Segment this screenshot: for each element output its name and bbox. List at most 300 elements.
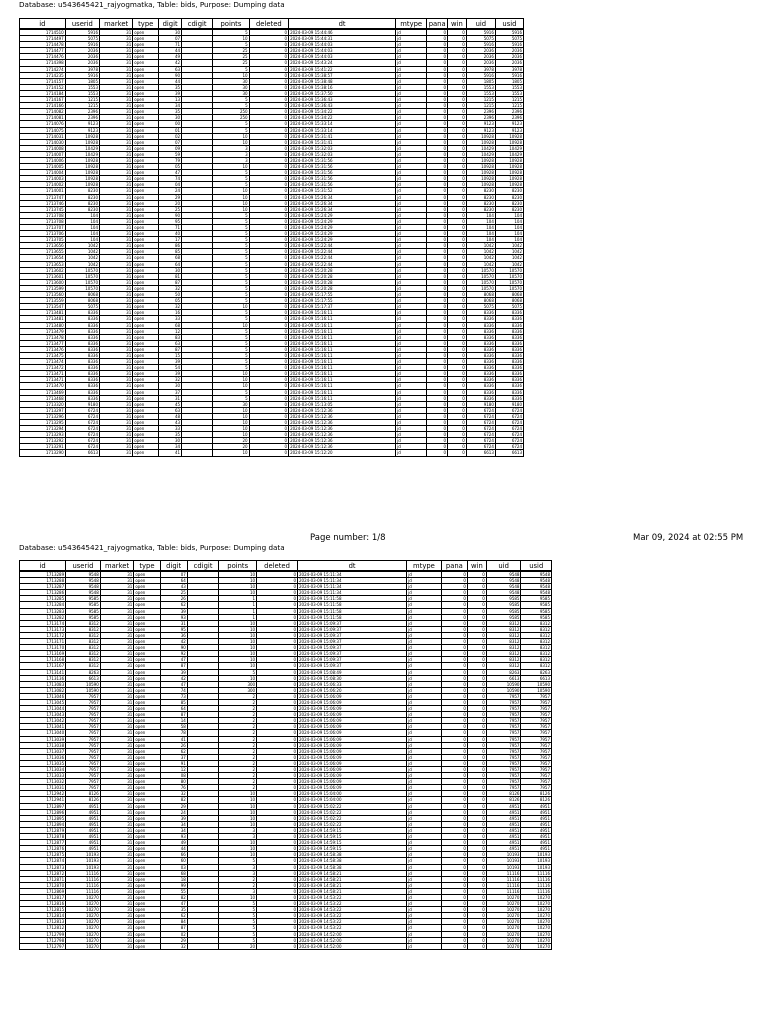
cell-market: 31 (100, 937, 134, 943)
cell-id: 1713045 (20, 699, 66, 705)
cell-digit: 24 (159, 188, 182, 194)
cell-win: 0 (448, 151, 467, 157)
cell-id: 1713654 (20, 255, 66, 261)
cell-userid: 10928 (65, 139, 99, 145)
cell-win: 0 (467, 712, 486, 718)
cell-digit: 14 (160, 718, 187, 724)
cell-id: 1713471 (20, 377, 66, 383)
cell-userid: 6724 (65, 438, 99, 444)
cell-pana: 0 (441, 675, 467, 681)
cell-pana: 0 (441, 693, 467, 699)
cell-id: 1713471 (20, 371, 66, 377)
cell-userid: 8312 (66, 651, 101, 657)
cell-pana: 0 (427, 407, 448, 413)
cell-deleted: 0 (249, 66, 288, 72)
cell-points: 20 (213, 438, 249, 444)
cell-type: open (133, 292, 159, 298)
cell-deleted: 0 (249, 383, 288, 389)
cell-dt: 2024-03-09 14:58:38 (298, 852, 407, 858)
cell-uid: 10928 (466, 176, 495, 182)
cell-id: 1713469 (20, 389, 66, 395)
cell-win: 0 (448, 401, 467, 407)
cell-usid: 8336 (495, 383, 523, 389)
cell-digit: 36 (160, 632, 187, 638)
cell-id: 1713747 (20, 194, 66, 200)
cell-userid: 10429 (65, 151, 99, 157)
cell-market: 31 (100, 803, 134, 809)
cell-type: open (133, 29, 159, 36)
cell-dt: 2024-03-09 15:02:22 (298, 809, 407, 815)
cell-deleted: 0 (257, 754, 298, 760)
cell-deleted: 0 (257, 815, 298, 821)
column-header-id: id (20, 561, 66, 572)
cell-dt: 2024-03-09 15:06:09 (298, 767, 407, 773)
cell-type: open (133, 310, 159, 316)
cell-win: 0 (448, 194, 467, 200)
cell-win: 0 (448, 60, 467, 66)
cell-uid: 7957 (486, 742, 521, 748)
cell-id: 1713283 (20, 608, 66, 614)
cell-type: open (134, 620, 160, 626)
cell-id: 1713292 (20, 438, 66, 444)
cell-win: 0 (467, 803, 486, 809)
cell-dt: 2024-03-09 15:22:44 (289, 261, 396, 267)
cell-deleted: 0 (257, 596, 298, 602)
cell-digit: 09 (159, 145, 182, 151)
cell-mtype: jd (396, 176, 427, 182)
cell-uid: 10270 (486, 925, 521, 931)
cell-type: open (134, 632, 160, 638)
cell-points: 3 (219, 888, 257, 894)
cell-usid: 10429 (495, 145, 523, 151)
cell-win: 0 (467, 840, 486, 846)
cell-type: open (134, 827, 160, 833)
cell-usid: 8336 (495, 371, 523, 377)
cell-id: 1713289 (20, 571, 66, 578)
cell-userid: 8126 (66, 797, 101, 803)
cell-mtype: jd (396, 72, 427, 78)
cell-userid: 8068 (65, 292, 99, 298)
cell-mtype: jd (407, 645, 442, 651)
cell-dt: 2024-03-09 14:58:38 (298, 864, 407, 870)
cell-win: 0 (448, 145, 467, 151)
cell-win: 0 (467, 590, 486, 596)
cell-mtype: jd (407, 687, 442, 693)
cell-id: 1713479 (20, 328, 66, 334)
cell-market: 31 (100, 864, 134, 870)
cell-market: 31 (100, 188, 133, 194)
cell-pana: 0 (441, 620, 467, 626)
cell-win: 0 (448, 365, 467, 371)
cell-usid: 7957 (521, 785, 552, 791)
cell-userid: 9548 (66, 584, 101, 590)
cell-dt: 2024-03-09 15:41:22 (289, 66, 396, 72)
cell-points: 5 (219, 907, 257, 913)
cell-digit: 29 (160, 937, 187, 943)
cell-pana: 0 (427, 438, 448, 444)
cell-market: 31 (100, 243, 133, 249)
cell-dt: 2024-03-09 15:06:09 (298, 785, 407, 791)
cell-market: 31 (100, 170, 133, 176)
cell-usid: 8336 (495, 359, 523, 365)
cell-deleted: 0 (249, 206, 288, 212)
cell-digit: 68 (160, 870, 187, 876)
cell-id: 1712876 (20, 846, 66, 852)
cell-digit: 07 (160, 571, 187, 578)
cell-usid: 7957 (521, 718, 552, 724)
cell-digit: 29 (159, 194, 182, 200)
cell-usid: 7957 (521, 779, 552, 785)
cell-uid: 10270 (486, 931, 521, 937)
cell-userid: 8336 (65, 310, 99, 316)
cell-deleted: 0 (257, 675, 298, 681)
cell-mtype: jd (407, 809, 442, 815)
cell-id: 1713294 (20, 426, 66, 432)
cell-userid: 8336 (65, 371, 99, 377)
cell-dt: 2024-03-09 14:59:15 (298, 827, 407, 833)
cell-userid: 9123 (65, 121, 99, 127)
cell-dt: 2024-03-09 15:16:11 (289, 316, 396, 322)
cell-type: open (134, 864, 160, 870)
cell-id: 1713476 (20, 346, 66, 352)
cell-market: 31 (100, 121, 133, 127)
cell-dt: 2024-03-09 15:38:16 (289, 84, 396, 90)
cell-pana: 0 (427, 97, 448, 103)
cell-usid: 104 (495, 237, 523, 243)
cell-market: 31 (100, 90, 133, 96)
column-header-uid: uid (466, 19, 495, 30)
cell-deleted: 0 (257, 736, 298, 742)
cell-dt: 2024-03-09 15:09:37 (298, 651, 407, 657)
cell-userid: 2036 (65, 54, 99, 60)
column-header-type: type (133, 19, 159, 30)
cell-type: open (133, 316, 159, 322)
cell-id: 1714167 (20, 97, 66, 103)
cell-type: open (133, 97, 159, 103)
cell-points: 250 (213, 115, 249, 121)
cell-market: 31 (100, 261, 133, 267)
cell-win: 0 (467, 870, 486, 876)
cell-id: 1712896 (20, 809, 66, 815)
cell-pana: 0 (427, 139, 448, 145)
cell-market: 31 (100, 176, 133, 182)
column-header-win: win (467, 561, 486, 572)
cell-uid: 10193 (486, 858, 521, 864)
cell-win: 0 (448, 444, 467, 450)
cell-market: 31 (100, 584, 134, 590)
column-header-points: points (219, 561, 257, 572)
cell-uid: 10270 (486, 943, 521, 949)
cell-uid: 1042 (466, 261, 495, 267)
cell-pana: 0 (441, 706, 467, 712)
cell-pana: 0 (427, 115, 448, 121)
cell-id: 1714007 (20, 151, 66, 157)
cell-points: 2 (219, 754, 257, 760)
cell-type: open (133, 164, 159, 170)
cell-uid: 6724 (466, 413, 495, 419)
cell-userid: 10270 (66, 937, 101, 943)
cell-uid: 11116 (486, 870, 521, 876)
cell-market: 31 (100, 894, 134, 900)
cell-id: 1713046 (20, 693, 66, 699)
cell-usid: 6724 (495, 438, 523, 444)
cell-userid: 4951 (66, 809, 101, 815)
cell-market: 31 (100, 304, 133, 310)
cell-dt: 2024-03-09 15:11:34 (298, 584, 407, 590)
cell-market: 31 (100, 413, 133, 419)
cell-uid: 9180 (466, 401, 495, 407)
cell-win: 0 (467, 669, 486, 675)
cell-usid: 9548 (521, 571, 552, 578)
cell-usid: 4951 (521, 846, 552, 852)
cell-deleted: 0 (257, 913, 298, 919)
cell-mtype: jd (407, 614, 442, 620)
cell-market: 31 (100, 657, 134, 663)
cell-digit: 74 (160, 687, 187, 693)
cell-win: 0 (467, 943, 486, 949)
cell-win: 0 (448, 231, 467, 237)
cell-win: 0 (467, 834, 486, 840)
cell-dt: 2024-03-09 15:16:11 (289, 377, 396, 383)
cell-type: open (134, 870, 160, 876)
cell-market: 31 (100, 444, 133, 450)
cell-deleted: 0 (249, 450, 288, 456)
cell-deleted: 0 (257, 651, 298, 657)
cell-digit: 18 (160, 876, 187, 882)
cell-uid: 6724 (466, 407, 495, 413)
cell-mtype: jd (396, 60, 427, 66)
cell-id: 1713472 (20, 365, 66, 371)
cell-mtype: jd (396, 157, 427, 163)
cell-uid: 4951 (486, 803, 521, 809)
cell-mtype: jd (407, 767, 442, 773)
cell-dt: 2024-03-09 15:09:37 (298, 663, 407, 669)
cell-digit: 58 (160, 724, 187, 730)
cell-pana: 0 (427, 395, 448, 401)
cell-win: 0 (448, 450, 467, 456)
cell-digit: 50 (159, 292, 182, 298)
cell-id: 1713032 (20, 779, 66, 785)
cell-points: 5 (219, 901, 257, 907)
column-header-uid: uid (486, 561, 521, 572)
cell-uid: 8336 (466, 316, 495, 322)
cell-win: 0 (448, 298, 467, 304)
cell-mtype: jd (407, 730, 442, 736)
cell-deleted: 0 (257, 632, 298, 638)
cell-usid: 10570 (495, 273, 523, 279)
cell-market: 31 (100, 596, 134, 602)
cell-uid: 7957 (486, 718, 521, 724)
cell-market: 31 (100, 901, 134, 907)
cell-userid: 10270 (66, 907, 101, 913)
cell-usid: 8336 (495, 322, 523, 328)
cell-userid: 9548 (66, 578, 101, 584)
cell-points: 5 (213, 310, 249, 316)
cell-type: open (134, 614, 160, 620)
cell-userid: 104 (65, 237, 99, 243)
cell-userid: 8312 (66, 639, 101, 645)
cell-userid: 7957 (66, 730, 101, 736)
cell-mtype: jd (396, 115, 427, 121)
cell-points: 10 (219, 846, 257, 852)
cell-type: open (134, 760, 160, 766)
cell-pana: 0 (427, 292, 448, 298)
cell-mtype: jd (407, 943, 442, 949)
cell-dt: 2024-03-09 15:22:44 (289, 255, 396, 261)
cell-market: 31 (100, 571, 134, 578)
cell-uid: 8336 (466, 340, 495, 346)
cell-usid: 8336 (495, 340, 523, 346)
cell-points: 10 (219, 809, 257, 815)
cell-uid: 10270 (486, 919, 521, 925)
page-number: Page number: 1/8 (310, 533, 386, 543)
cell-userid: 104 (65, 212, 99, 218)
cell-uid: 8336 (466, 334, 495, 340)
cell-uid: 8312 (486, 620, 521, 626)
column-header-deleted: deleted (257, 561, 298, 572)
cell-deleted: 0 (257, 712, 298, 718)
cell-userid: 8230 (65, 188, 99, 194)
cell-dt: 2024-03-09 14:53:22 (298, 907, 407, 913)
cell-win: 0 (448, 84, 467, 90)
cell-market: 31 (100, 785, 134, 791)
cell-usid: 11116 (521, 876, 552, 882)
cell-type: open (133, 401, 159, 407)
cell-id: 1713477 (20, 340, 66, 346)
cell-digit: 39 (160, 608, 187, 614)
cell-dt: 2024-03-09 15:02:22 (298, 821, 407, 827)
cell-pana: 0 (427, 279, 448, 285)
cell-mtype: jd (407, 815, 442, 821)
cell-usid: 8336 (495, 365, 523, 371)
cell-dt: 2024-03-09 14:52:00 (298, 937, 407, 943)
cell-userid: 7957 (66, 785, 101, 791)
cell-mtype: jd (396, 426, 427, 432)
cell-digit: 62 (160, 748, 187, 754)
cell-mtype: jd (407, 907, 442, 913)
cell-pana: 0 (441, 699, 467, 705)
cell-win: 0 (467, 742, 486, 748)
cell-usid: 4951 (521, 834, 552, 840)
cell-uid: 10928 (466, 164, 495, 170)
cell-digit: 80 (160, 779, 187, 785)
cell-id: 1713282 (20, 614, 66, 620)
cell-market: 31 (100, 834, 134, 840)
cell-mtype: jd (407, 797, 442, 803)
column-header-userid: userid (65, 19, 99, 30)
cell-deleted: 0 (249, 359, 288, 365)
cell-market: 31 (100, 231, 133, 237)
cell-userid: 5916 (65, 72, 99, 78)
cell-deleted: 0 (249, 255, 288, 261)
cell-uid: 7957 (486, 736, 521, 742)
cell-type: open (133, 103, 159, 109)
cell-id: 1713547 (20, 304, 66, 310)
cell-digit: 24 (160, 809, 187, 815)
cell-uid: 10193 (486, 864, 521, 870)
cell-pana: 0 (427, 450, 448, 456)
cell-pana: 0 (441, 846, 467, 852)
cell-market: 31 (100, 206, 133, 212)
cell-win: 0 (448, 133, 467, 139)
cell-id: 1714157 (20, 78, 66, 84)
cell-pana: 0 (441, 760, 467, 766)
cell-usid: 8312 (521, 651, 552, 657)
cell-id: 1713320 (20, 401, 66, 407)
cell-type: open (134, 706, 160, 712)
cell-type: open (134, 852, 160, 858)
cell-pana: 0 (427, 444, 448, 450)
cell-deleted: 0 (257, 645, 298, 651)
cell-usid: 10570 (495, 267, 523, 273)
cell-dt: 2024-03-09 15:44:46 (289, 29, 396, 36)
cell-pana: 0 (427, 310, 448, 316)
cell-dt: 2024-03-09 15:08:49 (298, 669, 407, 675)
cell-deleted: 0 (257, 803, 298, 809)
cell-type: open (133, 78, 159, 84)
cell-digit: 90 (160, 645, 187, 651)
cell-userid: 10570 (65, 273, 99, 279)
cell-uid: 10928 (466, 182, 495, 188)
cell-type: open (133, 42, 159, 48)
cell-pana: 0 (441, 632, 467, 638)
cell-uid: 1215 (466, 103, 495, 109)
cell-uid: 8336 (466, 352, 495, 358)
cell-market: 31 (100, 870, 134, 876)
cell-uid: 104 (466, 225, 495, 231)
cell-points: 10 (219, 632, 257, 638)
cell-mtype: jd (407, 699, 442, 705)
cell-points: 5 (213, 231, 249, 237)
cell-market: 31 (100, 359, 133, 365)
cell-uid: 8336 (466, 328, 495, 334)
table-row (20, 450, 524, 456)
cell-pana: 0 (441, 645, 467, 651)
cell-userid: 8126 (66, 791, 101, 797)
cell-points: 10 (219, 578, 257, 584)
cell-type: open (134, 919, 160, 925)
cell-mtype: jd (396, 377, 427, 383)
cell-type: open (133, 127, 159, 133)
cell-userid: 2036 (65, 48, 99, 54)
cell-mtype: jd (396, 36, 427, 42)
cell-uid: 5075 (466, 304, 495, 310)
cell-market: 31 (100, 791, 134, 797)
cell-type: open (134, 937, 160, 943)
cell-points: 5 (219, 913, 257, 919)
cell-mtype: jd (407, 712, 442, 718)
cell-market: 31 (100, 249, 133, 255)
cell-dt: 2024-03-09 15:11:34 (298, 571, 407, 578)
cell-win: 0 (467, 578, 486, 584)
cell-pana: 0 (441, 584, 467, 590)
cell-id: 1713601 (20, 273, 66, 279)
cell-points: 10 (213, 450, 249, 456)
cell-uid: 3978 (466, 66, 495, 72)
cell-uid: 8126 (486, 797, 521, 803)
cell-dt: 2024-03-09 14:53:22 (298, 925, 407, 931)
cell-id: 1713474 (20, 359, 66, 365)
cell-deleted: 0 (249, 218, 288, 224)
cell-userid: 10570 (65, 279, 99, 285)
cell-market: 31 (100, 651, 134, 657)
cell-type: open (134, 913, 160, 919)
cell-points: 5 (219, 937, 257, 943)
cell-id: 1712942 (20, 791, 66, 797)
cell-market: 31 (100, 115, 133, 121)
cell-userid: 8312 (66, 620, 101, 626)
cell-mtype: jd (396, 371, 427, 377)
